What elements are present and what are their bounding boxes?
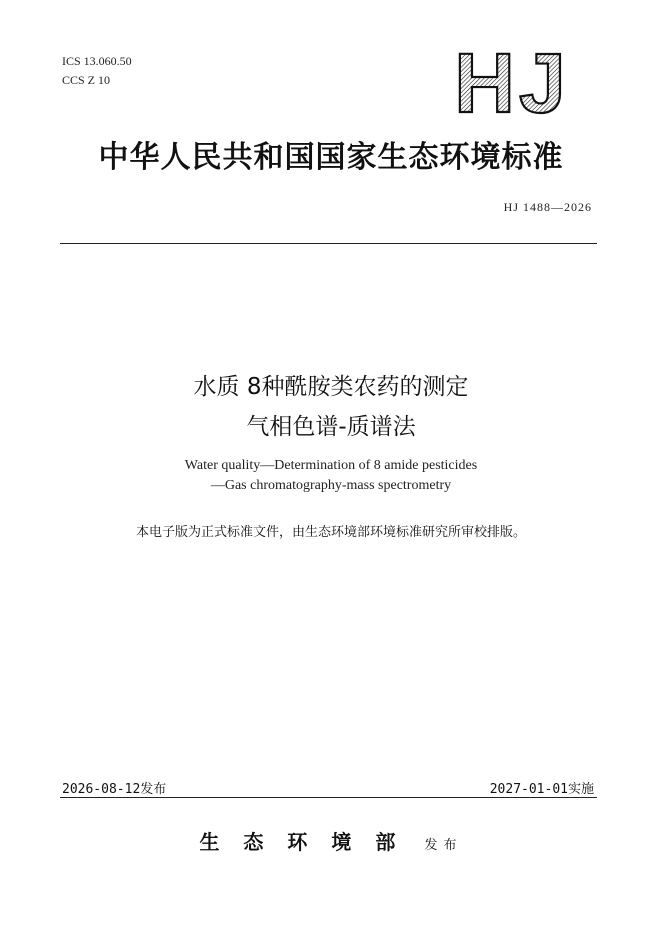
title-english-line2: —Gas chromatography-mass spectrometry bbox=[210, 478, 452, 493]
edition-note: 本电子版为正式标准文件，由生态环境部环境标准研究所审校排版。 bbox=[135, 525, 526, 540]
ics-code: ICS 13.060.50 bbox=[62, 54, 132, 68]
issuer-suffix: 发布 bbox=[424, 838, 463, 853]
ccs-code: CCS Z 10 bbox=[62, 73, 111, 87]
classification-codes bbox=[62, 52, 132, 90]
title-english-line1: Water quality—Determination of 8 amide pesticides bbox=[184, 458, 478, 473]
issuer bbox=[0, 826, 662, 855]
title-chinese-line2: 气相色谱-质谱法 bbox=[246, 414, 416, 440]
hj-logo-text: HJ bbox=[454, 46, 570, 116]
top-divider bbox=[60, 243, 597, 244]
title-chinese bbox=[0, 367, 662, 447]
standard-number: HJ 1488—2026 bbox=[503, 200, 592, 214]
issue-date: 2026-08-12发布 bbox=[62, 782, 167, 797]
bottom-divider bbox=[60, 797, 597, 798]
hj-logo bbox=[448, 46, 580, 116]
implementation-date: 2027-01-01实施 bbox=[489, 782, 594, 797]
title-chinese-line1: 水质 8种酰胺类农药的测定 bbox=[193, 374, 469, 400]
issuer-name: 生态环境部 bbox=[199, 830, 420, 854]
standard-category: 中华人民共和国国家生态环境标准 bbox=[98, 140, 564, 175]
title-english bbox=[0, 456, 662, 496]
